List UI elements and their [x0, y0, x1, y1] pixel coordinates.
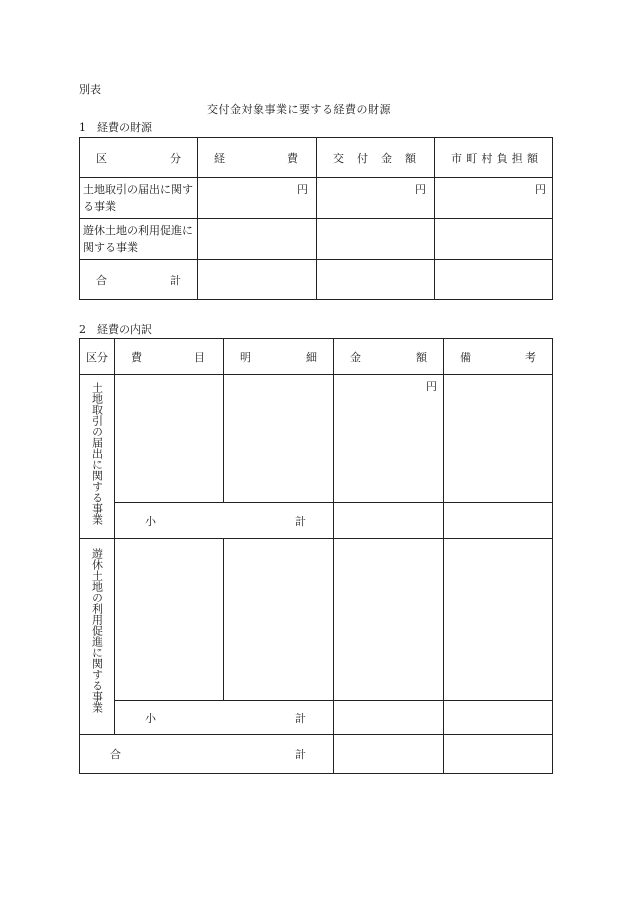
yen-unit: 円: [415, 183, 426, 196]
cell-total-remarks: [444, 735, 553, 774]
header-amount: 金 額: [334, 339, 444, 375]
group-label-land-transaction: 土地取引の届出に関する事業: [80, 375, 115, 539]
cell-item: [115, 375, 224, 503]
header-grant-amount: 交 付 金 額: [317, 138, 435, 178]
cell-item: [115, 539, 224, 701]
yen-unit: 円: [535, 183, 546, 196]
header-category: 区分: [80, 339, 115, 375]
cell-amount: [334, 375, 444, 503]
cell-subtotal-amount: [334, 503, 444, 539]
header-detail: 明 細: [224, 339, 334, 375]
cell-remarks: [444, 539, 553, 701]
cell-remarks: [444, 375, 553, 503]
row-label-land-transaction: 土地取引の届出に関する事業: [80, 178, 198, 219]
cell-detail: [224, 539, 334, 701]
cell-total-amount: [334, 735, 444, 774]
cell-grant: [317, 219, 435, 260]
subtotal-label: 小 計: [115, 503, 334, 539]
document-title: 交付金対象事業に要する経費の財源: [207, 103, 391, 116]
funding-source-table: [79, 137, 553, 300]
cell-municipal: [435, 260, 553, 300]
header-item: 費 目: [115, 339, 224, 375]
section1-heading: 1 経費の財源: [79, 121, 152, 134]
header-remarks: 備 考: [444, 339, 553, 375]
header-expense: 経 費: [198, 138, 317, 178]
header-category: 区 分: [80, 138, 198, 178]
cell-subtotal-amount: [334, 701, 444, 735]
cell-grant: [317, 178, 435, 219]
cell-expense: [198, 260, 317, 300]
cell-grant: [317, 260, 435, 300]
cell-subtotal-remarks: [444, 503, 553, 539]
attachment-label: 別表: [79, 83, 101, 96]
cell-expense: [198, 178, 317, 219]
grand-total-label: 合 計: [80, 735, 334, 774]
cell-detail: [224, 375, 334, 503]
row-label-idle-land: 遊休土地の利用促進に関する事業: [80, 219, 198, 260]
cell-expense: [198, 219, 317, 260]
section2-heading: 2 経費の内訳: [79, 323, 152, 336]
yen-unit: 円: [297, 183, 308, 196]
header-municipal-burden: 市 町 村 負 担 額: [435, 138, 553, 178]
cell-municipal: [435, 178, 553, 219]
cell-amount: [334, 539, 444, 701]
total-label: 合 計: [80, 260, 198, 300]
cell-subtotal-remarks: [444, 701, 553, 735]
expense-breakdown-table: [79, 338, 553, 774]
yen-unit: 円: [426, 380, 437, 393]
group-label-idle-land: 遊休土地の利用促進に関する事業: [80, 539, 115, 735]
subtotal-label: 小 計: [115, 701, 334, 735]
cell-municipal: [435, 219, 553, 260]
